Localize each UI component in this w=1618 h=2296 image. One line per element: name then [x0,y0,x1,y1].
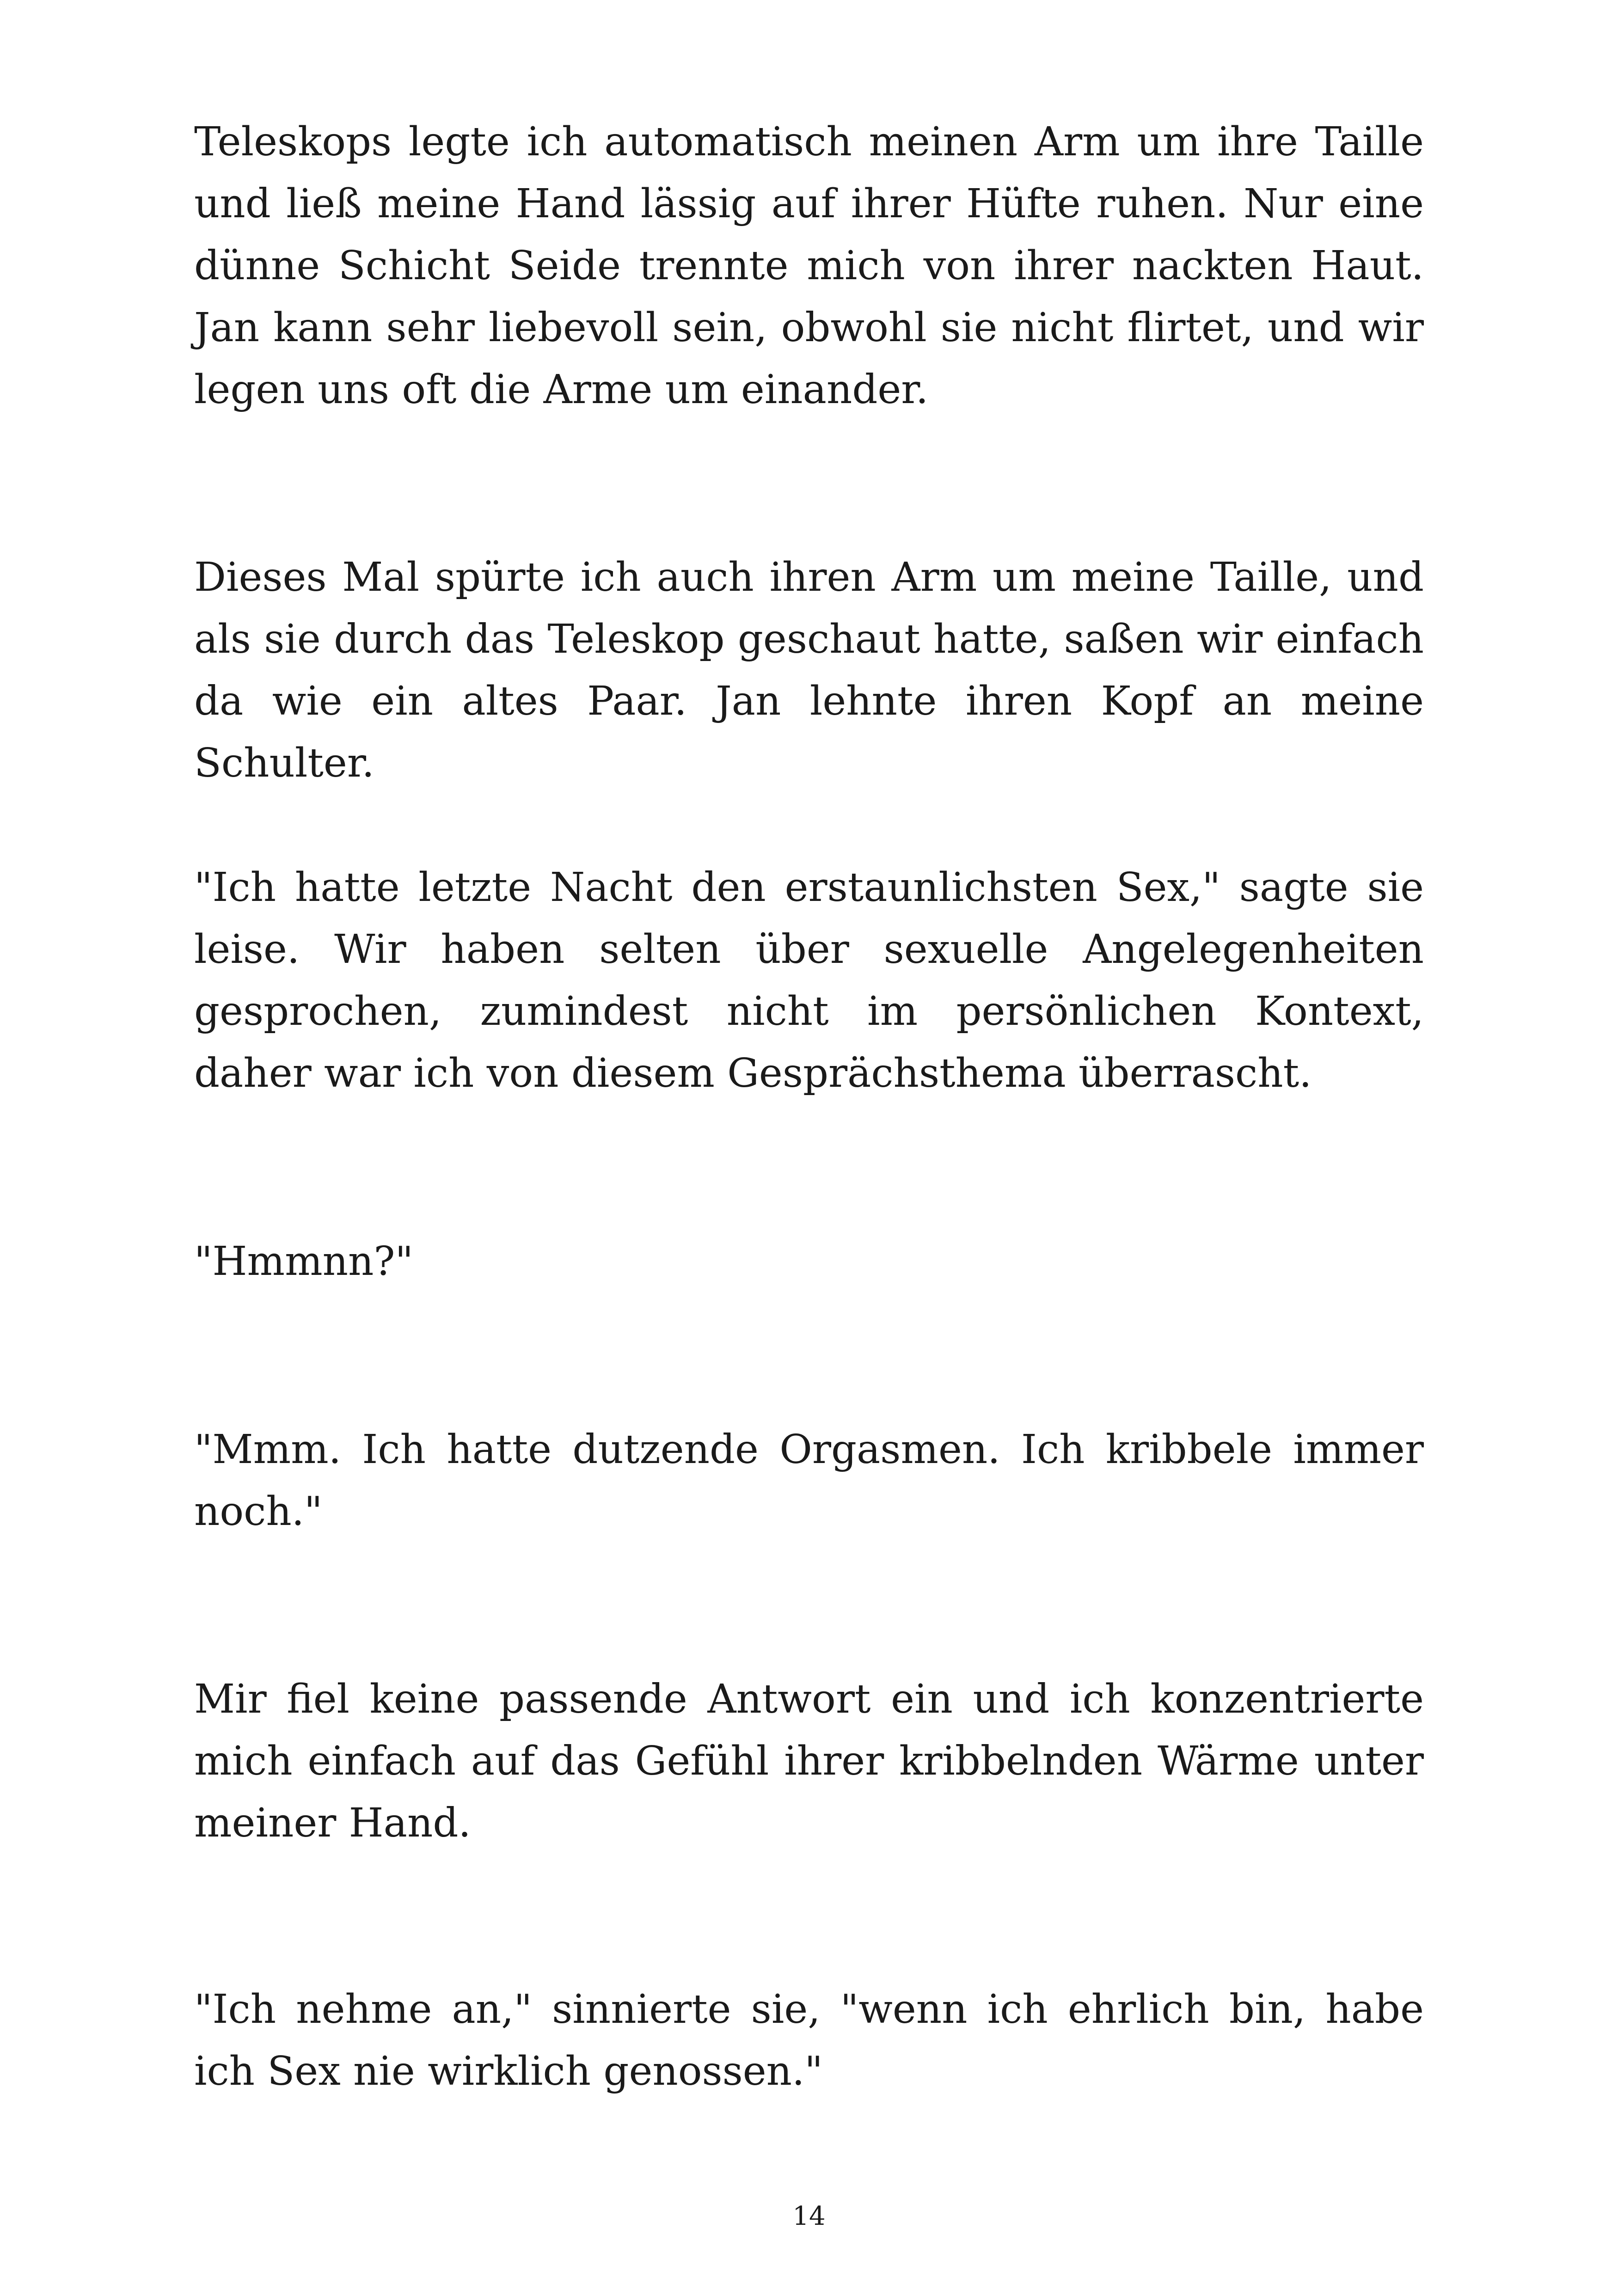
page-number: 14 [792,2201,826,2231]
paragraph-4: "Hmmnn?" [194,1238,414,1285]
paragraph-7: "Ich nehme an," sinnierte sie, "wenn ich ehrlich bin, habe ich Sex nie wirklich genossen." [194,1986,1424,2094]
paragraph-2: Dieses Mal spürte ich auch ihren Arm um meine Taille, und als sie durch das Teleskop geschaut hatte, saßen wir einfach da wie ein altes Paar. Jan lehnte ihren Kopf an meine Schulter. [194,554,1424,786]
paragraph-3: "Ich hatte letzte Nacht den erstaunlichsten Sex," sagte sie leise. Wir haben selten über sexuelle Angelegenheiten gesprochen, zumindest nicht im persönlichen Kontext, daher war ich von diesem Gesprächsthema überrascht. [194,864,1424,1096]
paragraph-1: Teleskops legte ich automatisch meinen Arm um ihre Taille und ließ meine Hand lässig auf ihrer Hüfte ruhen. Nur eine dünne Schicht Seide trennte mich von ihrer nackten Haut. Jan kann sehr liebevoll sein, obwohl sie nicht flirtet, und wir legen uns oft die Arme um einander. [194,119,1424,413]
paragraph-5: "Mmm. Ich hatte dutzende Orgasmen. Ich kribbele immer noch." [194,1427,1424,1535]
paragraph-6: Mir fiel keine passende Antwort ein und ich konzentrierte mich einfach auf das Gefühl ihrer kribbelnden Wärme unter meiner Hand. [194,1676,1424,1846]
